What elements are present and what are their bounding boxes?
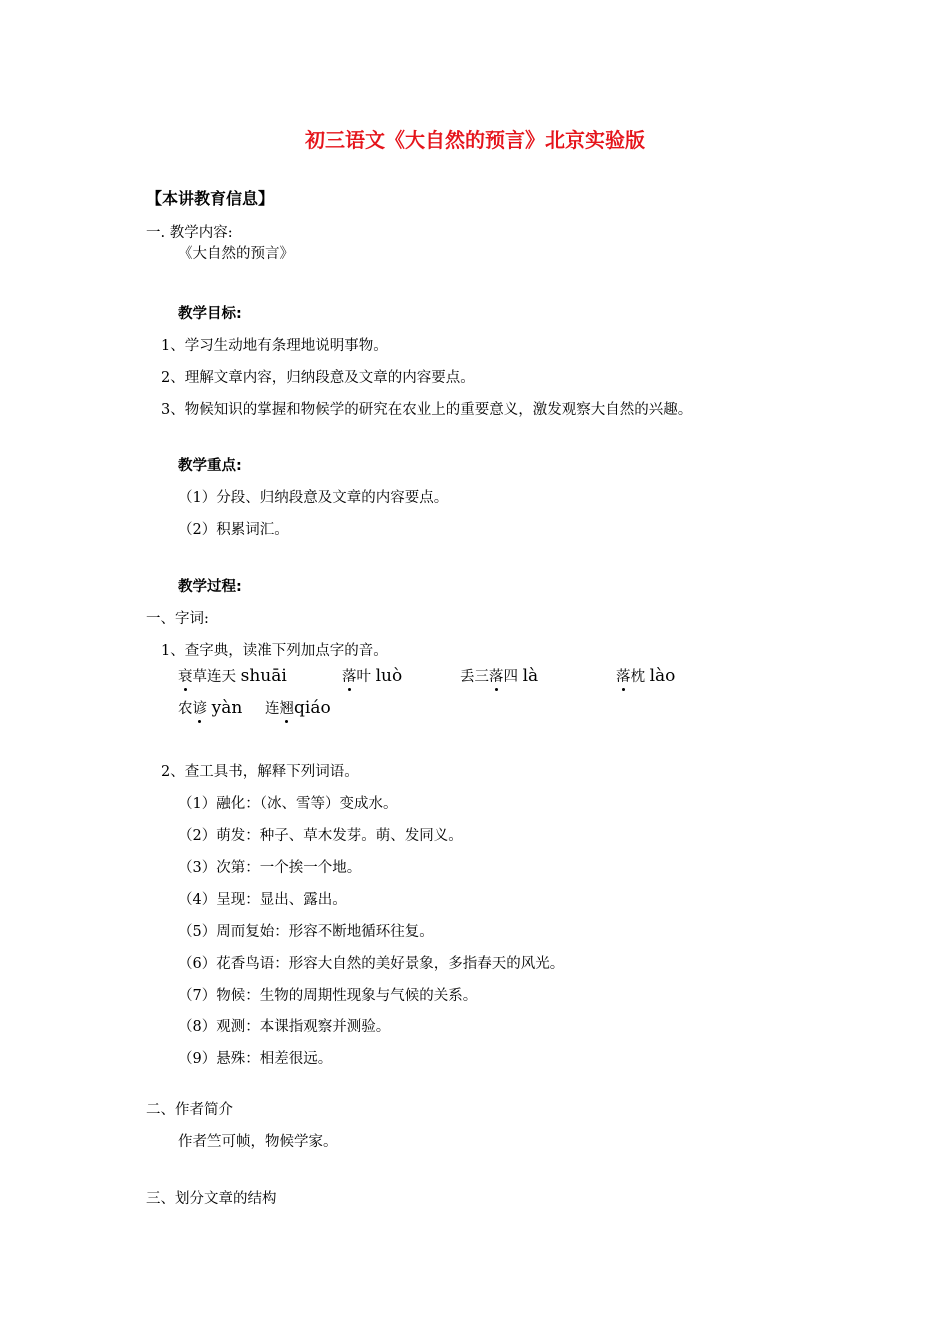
pinyin-reading: là — [522, 666, 539, 686]
key-point-item: （1）分段、归纳段意及文章的内容要点。 — [178, 490, 449, 506]
definition-item: （3）次第：一个挨一个地。 — [178, 860, 362, 876]
definition-item: （2）萌发：种子、草木发芽。萌、发同义。 — [178, 828, 463, 844]
definition-item: （5）周而复始：形容不断地循环往复。 — [178, 924, 434, 940]
definition-item: （7）物候：生物的周期性现象与气候的关系。 — [178, 988, 478, 1004]
pinyin-entry: 衰草连天 shuāi — [178, 666, 287, 686]
dotted-char: 谚 — [193, 697, 208, 718]
pinyin-reading: qiáo — [294, 698, 331, 718]
pinyin-entry: 丢三落四 là — [460, 666, 539, 686]
definition-item: （4）呈现：显出、露出。 — [178, 892, 347, 908]
dotted-char: 落 — [616, 665, 631, 686]
definition-item: （6）花香鸟语：形容大自然的美好景象，多指春天的风光。 — [178, 956, 565, 972]
pinyin-entry: 农谚 yàn — [178, 698, 243, 718]
pinyin-reading: shuāi — [240, 666, 287, 686]
definition-item: （9）悬殊：相差很远。 — [178, 1051, 333, 1067]
pinyin-entry: 落枕 lào — [616, 666, 676, 686]
content-heading: 一. 教学内容: — [146, 225, 233, 241]
goals-heading: 教学目标: — [178, 306, 242, 322]
definitions-task: 2、查工具书，解释下列词语。 — [161, 764, 359, 780]
goal-item: 2、理解文章内容，归纳段意及文章的内容要点。 — [161, 370, 475, 386]
author-intro: 作者竺可帧，物候学家。 — [178, 1134, 338, 1150]
dotted-char: 翘 — [280, 697, 295, 718]
definition-item: （1）融化：（冰、雪等）变成水。 — [178, 796, 398, 812]
pinyin-reading: lào — [649, 666, 676, 686]
dotted-char: 衰 — [178, 665, 193, 686]
goal-item: 1、学习生动地有条理地说明事物。 — [161, 338, 388, 354]
part2-heading: 二、作者简介 — [146, 1102, 233, 1118]
page-title: 初三语文《大自然的预言》北京实验版 — [305, 128, 645, 152]
section-header: 【本讲教育信息】 — [146, 189, 275, 208]
key-point-item: （2）积累词汇。 — [178, 522, 289, 538]
part1-heading: 一、字词: — [146, 611, 209, 627]
content-text: 《大自然的预言》 — [178, 246, 294, 262]
pinyin-entry: 连翘qiáo — [265, 698, 331, 718]
pinyin-reading: yàn — [211, 698, 243, 718]
definition-item: （8）观测：本课指观察并测验。 — [178, 1019, 391, 1035]
dotted-char: 落 — [489, 665, 504, 686]
key-points-heading: 教学重点: — [178, 458, 242, 474]
dotted-char: 落 — [342, 665, 357, 686]
pinyin-reading: luò — [375, 666, 403, 686]
process-heading: 教学过程: — [178, 579, 242, 595]
pinyin-entry: 落叶 luò — [342, 666, 403, 686]
goal-item: 3、物候知识的掌握和物候学的研究在农业上的重要意义，激发观察大自然的兴趣。 — [161, 402, 693, 418]
part3-heading: 三、划分文章的结构 — [146, 1191, 277, 1207]
pinyin-task: 1、查字典，读准下列加点字的音。 — [161, 643, 388, 659]
